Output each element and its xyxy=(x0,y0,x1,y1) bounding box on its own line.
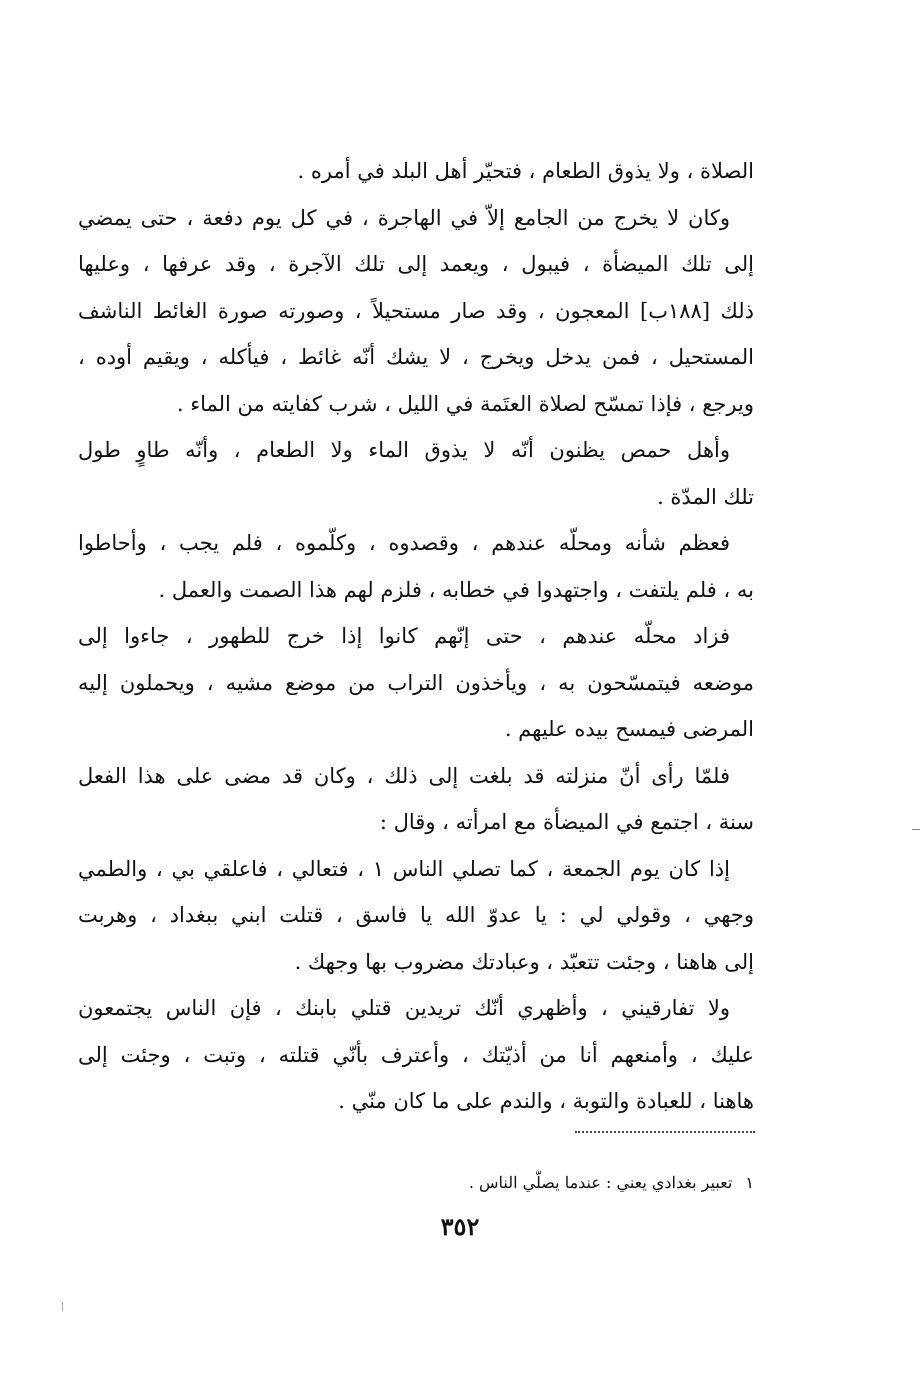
text-line-1: الصلاة ، ولا يذوق الطعام ، فتحيّر أهل البلد في أمره . xyxy=(297,159,754,183)
footnote-marker: ١ xyxy=(745,1173,754,1192)
text-line-6: ويرجع ، فإذا تمسّح لصلاة العتَمة في الليل ، شرب كفايته من الماء . xyxy=(176,391,754,416)
text-line-19: ولا تفارقيني ، وأظهري أنّك تريدين قتلي بابنك ، فإن الناس يجتمعون xyxy=(78,996,730,1020)
text-line-12: موضعه فيتمسّحون به ، ويأخذون التراب من موضع مشيه ، ويحملون إليه xyxy=(78,670,754,695)
margin-tick-mark xyxy=(912,829,920,830)
text-line-5: المستحيل ، فمن يدخل ويخرج ، لا يشك أنّه غائط ، فيأكله ، ويقيم أوده ، xyxy=(78,345,754,369)
text-line-17: وجهي ، وقولي لي : يا عدوّ الله يا فاسق ، قتلت ابني ببغداد ، وهربت xyxy=(78,903,754,927)
text-line-16: إذا كان يوم الجمعة ، كما تصلي الناس ١ ، فتعالي ، فاعلقي بي ، والطمي xyxy=(78,856,730,881)
scan-speck xyxy=(62,1302,63,1311)
text-line-8: تلك المدّة . xyxy=(657,484,754,509)
text-line-3: إلى تلك الميضأة ، فيبول ، ويعمد إلى تلك الآجرة ، وقد عرفها ، وعليها xyxy=(78,252,754,276)
page-number: ٣٥٢ xyxy=(440,1212,480,1241)
text-line-7: وأهل حمص يظنون أنّه لا يذوق الماء ولا الطعام ، وأنّه طاوٍ طول xyxy=(78,438,730,462)
text-line-14: فلمّا رأى أنّ منزلته قد بلغت إلى ذلك ، وكان قد مضى على هذا الفعل xyxy=(78,763,730,788)
text-line-15: سنة ، اجتمع في الميضأة مع امرأته ، وقال : xyxy=(379,810,754,834)
text-line-13: المرضى فيمسح بيده عليهم . xyxy=(504,717,754,741)
text-line-9: فعظم شأنه ومحلّه عندهم ، وقصدوه ، وكلّموه ، فلم يجب ، وأحاطوا xyxy=(78,531,730,555)
footnote xyxy=(400,1172,754,1194)
text-line-4: ذلك [١٨٨ب] المعجون ، وقد صار مستحيلاً ، وصورته صورة الغائط الناشف xyxy=(78,298,754,323)
text-line-11: فزاد محلّه عندهم ، حتى إنّهم كانوا إذا خرج للطهور ، جاءوا إلى xyxy=(78,624,730,648)
text-line-18: إلى هاهنا ، وجئت تتعبّد ، وعبادتك مضروب بها وجهك . xyxy=(294,949,754,974)
text-line-20: عليك ، وأمنعهم أنا من أذيّتك ، وأعترف بأنّي قتلته ، وتبت ، وجئت إلى xyxy=(78,1042,754,1067)
footnote-separator xyxy=(575,1131,755,1133)
text-line-21: هاهنا ، للعبادة والتوبة ، والندم على ما كان منّي . xyxy=(338,1089,754,1113)
text-line-2: وكان لا يخرج من الجامع إلاّ في الهاجرة ، في كل يوم دفعة ، حتى يمضي xyxy=(78,205,730,230)
main-text xyxy=(78,148,754,1125)
footnote-text: تعبير بغدادي يعني : عندما يصلّي الناس . xyxy=(468,1173,733,1192)
text-line-10: به ، فلم يلتفت ، واجتهدوا في خطابه ، فلزم لهم هذا الصمت والعمل . xyxy=(158,577,754,602)
